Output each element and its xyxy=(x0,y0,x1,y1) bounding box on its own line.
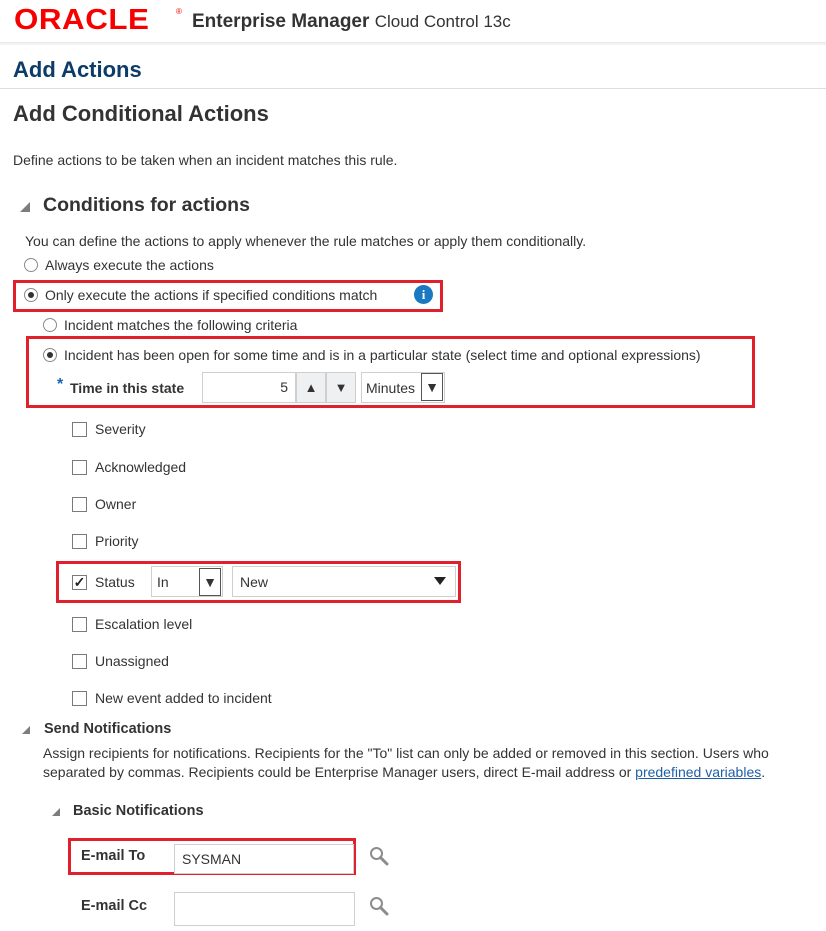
checkbox-escalation-label[interactable]: Escalation level xyxy=(95,616,193,632)
checkbox-unassigned-label[interactable]: Unassigned xyxy=(95,653,169,669)
radio-only-execute-label[interactable]: Only execute the actions if specified conditions match xyxy=(45,287,378,303)
title-divider xyxy=(0,88,826,89)
section-title: Add Conditional Actions xyxy=(13,101,269,126)
checkbox-severity-label[interactable]: Severity xyxy=(95,421,146,437)
conditions-description: You can define the actions to apply whenever the rule matches or apply them conditionally. xyxy=(25,233,587,249)
increment-icon[interactable]: ▲ xyxy=(296,372,326,403)
status-value: New xyxy=(240,574,269,590)
dropdown-arrow-icon[interactable] xyxy=(434,577,446,585)
required-marker: * xyxy=(57,376,64,393)
email-cc-label: E-mail Cc xyxy=(81,898,148,914)
radio-always-execute-label[interactable]: Always execute the actions xyxy=(45,257,214,273)
oracle-logo: ORACLE xyxy=(14,4,150,36)
page-title: Add Actions xyxy=(13,57,142,82)
radio-only-execute[interactable] xyxy=(24,288,38,302)
product-name xyxy=(192,11,511,33)
chevron-down-icon[interactable]: ▼ xyxy=(199,568,221,596)
time-unit-value: Minutes xyxy=(366,380,416,396)
checkbox-new-event-label[interactable]: New event added to incident xyxy=(95,690,272,706)
checkbox-escalation[interactable] xyxy=(72,617,87,632)
email-cc-input[interactable] xyxy=(174,892,355,926)
collapse-triangle-icon[interactable] xyxy=(20,202,30,212)
chevron-down-icon[interactable]: ▼ xyxy=(421,373,443,401)
predefined-variables-link[interactable]: predefined variables xyxy=(635,764,762,780)
send-notifications-header[interactable]: Send Notifications xyxy=(44,721,172,737)
search-icon[interactable] xyxy=(369,846,389,866)
search-icon[interactable] xyxy=(369,896,389,916)
checkbox-status[interactable]: ✓ xyxy=(73,574,86,590)
page-instructions: Define actions to be taken when an incident matches this rule. xyxy=(13,152,398,168)
email-to-input[interactable]: SYSMAN xyxy=(174,844,354,874)
checkbox-owner[interactable] xyxy=(72,497,87,512)
email-to-label: E-mail To xyxy=(81,848,146,864)
decrement-icon[interactable]: ▼ xyxy=(326,372,356,403)
info-icon[interactable]: i xyxy=(414,285,433,304)
radio-open-time[interactable] xyxy=(43,348,57,362)
conditions-header[interactable]: Conditions for actions xyxy=(43,194,250,216)
notifications-description-end: . xyxy=(761,764,766,780)
radio-criteria-label[interactable]: Incident matches the following criteria xyxy=(64,317,298,333)
checkbox-priority[interactable] xyxy=(72,534,87,549)
time-in-state-input[interactable]: 5 xyxy=(202,372,296,403)
checkbox-priority-label[interactable]: Priority xyxy=(95,533,139,549)
product-name-bold: Enterprise Manager xyxy=(192,11,370,32)
radio-criteria[interactable] xyxy=(43,318,57,332)
checkbox-owner-label[interactable]: Owner xyxy=(95,496,137,512)
notifications-description-text: separated by commas. Recipients could be Enterprise Manager users, direct E-mail address or xyxy=(43,764,636,780)
product-name-light: Cloud Control 13c xyxy=(374,12,511,31)
header-shadow xyxy=(0,42,826,46)
basic-notifications-header[interactable]: Basic Notifications xyxy=(73,803,204,819)
status-operator-value: In xyxy=(157,574,169,590)
checkbox-unassigned[interactable] xyxy=(72,654,87,669)
registered-mark: ® xyxy=(176,7,182,16)
checkbox-acknowledged[interactable] xyxy=(72,460,87,475)
time-in-state-label: Time in this state xyxy=(70,380,185,396)
notifications-description-line1: Assign recipients for notifications. Recipients for the "To" list can only be added or removed in this section. Users who xyxy=(43,745,769,761)
checkbox-severity[interactable] xyxy=(72,422,87,437)
collapse-triangle-icon[interactable] xyxy=(22,726,30,734)
notifications-description-line2 xyxy=(43,764,765,780)
collapse-triangle-icon[interactable] xyxy=(52,808,60,816)
checkbox-status-label[interactable]: Status xyxy=(95,574,135,590)
radio-open-time-label[interactable]: Incident has been open for some time and is in a particular state (select time and optional expressions) xyxy=(64,347,701,363)
radio-always-execute[interactable] xyxy=(24,258,38,272)
checkbox-acknowledged-label[interactable]: Acknowledged xyxy=(95,459,187,475)
checkbox-new-event[interactable] xyxy=(72,691,87,706)
